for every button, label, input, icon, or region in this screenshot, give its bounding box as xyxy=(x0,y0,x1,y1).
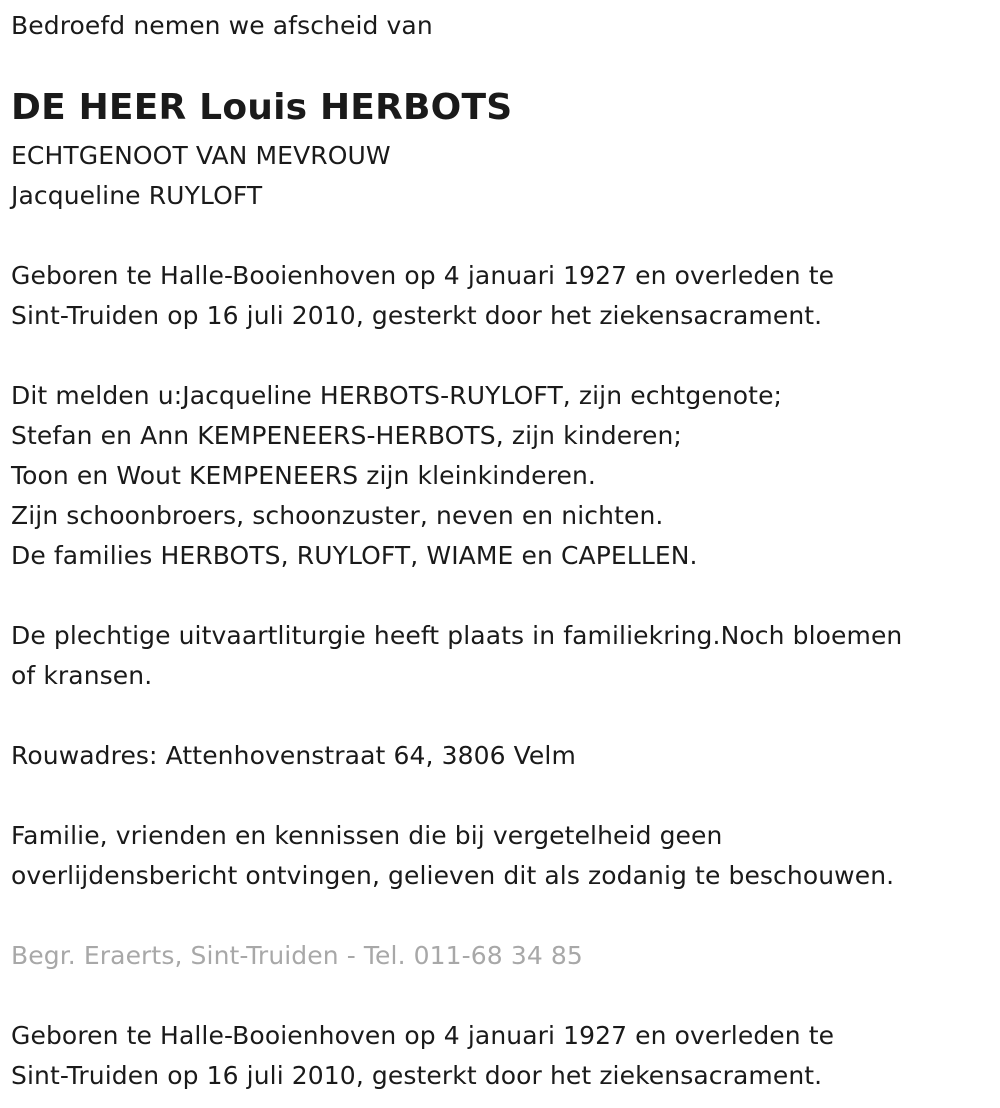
paragraph-line: Familie, vrienden en kennissen die bij vergetelheid geen xyxy=(11,821,723,850)
spouse-name: Jacqueline RUYLOFT xyxy=(11,181,263,210)
paragraph-line: of kransen. xyxy=(11,661,153,690)
spouse-label: ECHTGENOOT VAN MEVROUW xyxy=(11,141,391,170)
paragraph-line: Zijn schoonbroers, schoonzuster, neven en nichten. xyxy=(11,501,664,530)
birth-death-repeat-paragraph xyxy=(11,1016,902,1096)
spacer xyxy=(11,976,902,1016)
paragraph-line: overlijdensbericht ontvingen, gelieven dit als zodanig te beschouwen. xyxy=(11,861,895,890)
spacer xyxy=(11,216,902,256)
paragraph-line: Geboren te Halle-Booienhoven op 4 januari 1927 en overleden te xyxy=(11,261,835,290)
birth-death-paragraph xyxy=(11,256,902,336)
spacer xyxy=(11,776,902,816)
spacer xyxy=(11,336,902,376)
family-paragraph xyxy=(11,376,902,576)
paragraph-line: Dit melden u:Jacqueline HERBOTS-RUYLOFT, zijn echtgenote; xyxy=(11,381,783,410)
spacer xyxy=(11,696,902,736)
obituary-body xyxy=(11,76,902,1096)
intro-text: Bedroefd nemen we afscheid van xyxy=(11,11,433,40)
paragraph-line: Stefan en Ann KEMPENEERS-HERBOTS, zijn kinderen; xyxy=(11,421,682,450)
paragraph-line: Sint-Truiden op 16 juli 2010, gesterkt door het ziekensacrament. xyxy=(11,301,823,330)
undertaker-info: Begr. Eraerts, Sint-Truiden - Tel. 011-68 34 85 xyxy=(11,941,583,970)
mourning-address: Rouwadres: Attenhovenstraat 64, 3806 Velm xyxy=(11,741,576,770)
paragraph-line: Sint-Truiden op 16 juli 2010, gesterkt door het ziekensacrament. xyxy=(11,1061,823,1090)
spacer xyxy=(11,896,902,936)
deceased-name: DE HEER Louis HERBOTS xyxy=(11,87,513,128)
paragraph-line: Toon en Wout KEMPENEERS zijn kleinkinderen. xyxy=(11,461,596,490)
paragraph-line: De plechtige uitvaartliturgie heeft plaats in familiekring.Noch bloemen xyxy=(11,621,903,650)
spacer xyxy=(11,576,902,616)
liturgy-paragraph xyxy=(11,616,902,696)
paragraph-line: De families HERBOTS, RUYLOFT, WIAME en CAPELLEN. xyxy=(11,541,698,570)
notice-paragraph xyxy=(11,816,902,896)
paragraph-line: Geboren te Halle-Booienhoven op 4 januari 1927 en overleden te xyxy=(11,1021,835,1050)
